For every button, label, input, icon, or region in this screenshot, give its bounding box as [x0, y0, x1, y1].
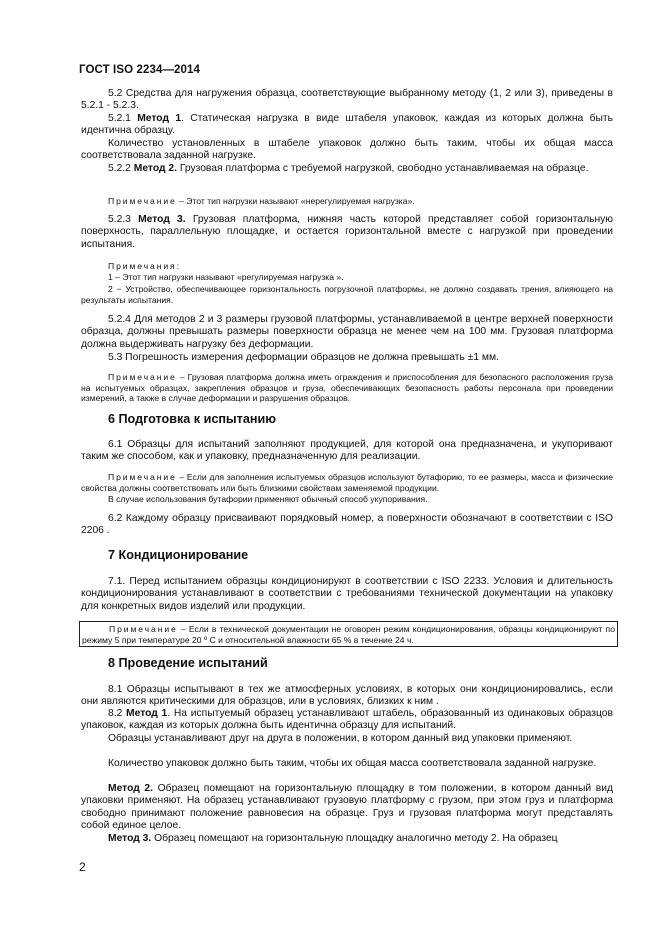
paragraph-6-1: 6.1 Образцы для испытаний заполняют продукцией, для которой она предназначена, и укупоривают таким же способом, как и упаковку, предназначенную для реализации. — [81, 439, 613, 463]
paragraph-text: Образец помещают на горизонтальную площадку аналогично методу 2. На образец — [151, 833, 558, 844]
notes-5-2-3-item-1: 1 – Этот тип нагрузки называют «регулируемая нагрузка ». — [108, 272, 344, 282]
section-heading-8: 8 Проведение испытаний — [108, 656, 268, 670]
paragraph-method-2 — [81, 783, 613, 833]
note-text: – Если в технической документации не оговорен режим кондиционирования, образцы кондиционируют по режиму 5 при температуре 20 º С и относительной влажности 65 % в течение 24 ч. — [82, 624, 615, 645]
method-label: Метод 1 — [137, 113, 182, 124]
paragraph-text: Образец помещают на горизонтальную площадку в том положении, в котором данный вид упаковки применяют. На образец устанавливают грузовую платформу с грузом, при этом груз и платформа свободно принимают положение равновесия на образце. Груз и грузовая платформа могут представлять собой единое целое. — [81, 783, 613, 832]
note-text: – Грузовая платформа должна иметь ограждения и приспособления для безопасного расположения груза на испытуемых образцах, закрепления образцов и груза, обеспечивающих безопасность работы персонала при проведении измерений, а также в случае деформации и разрушения образцов. — [81, 372, 613, 404]
method-label: Метод 1 — [126, 708, 168, 719]
section-heading-7: 7 Кондиционирование — [108, 548, 249, 562]
note-text: – Если для заполнения испытуемых образцов используют бутафорию, то ее размеры, масса и физические свойства должны соответствовать или быть близкими свойствам заменяемой продукции. — [81, 472, 613, 493]
note-5-2-2 — [81, 196, 613, 207]
note-label: Примечание — [109, 624, 178, 634]
note-7 — [82, 624, 615, 645]
note-label: Примечание — [108, 372, 177, 382]
paragraph-8-2-c: Количество упаковок должно быть таким, чтобы их общая масса соответствовала заданной нагрузке. — [108, 758, 597, 769]
section-heading-6: 6 Подготовка к испытанию — [108, 412, 276, 426]
paragraph-7-1: 7.1. Перед испытанием образцы кондиционируют в соответствии с ISO 2233. Условия и длительность кондиционирования устанавливают в соответствии с требованиями технической документации на упаковку для конкретных видов изделий или продукции. — [81, 576, 613, 612]
paragraph-5-2: 5.2 Средства для нагружения образца, соответствующие выбранному методу (1, 2 или 3), приведены в 5.2.1 - 5.2.3. — [81, 88, 613, 112]
clause-number: 5.2.2 — [108, 163, 134, 174]
clause-number: 8.2 — [108, 708, 127, 719]
note-6-b: В случае использования бутафории применяют обычный способ укупоривания. — [108, 494, 428, 504]
notes-label: Примечания: — [108, 261, 181, 271]
method-label: Метод 3. — [138, 214, 186, 225]
clause-number: 5.2.1 — [108, 113, 138, 124]
paragraph-5-2-2 — [81, 163, 613, 175]
paragraph-text: . Статическая нагрузка в виде штабеля упаковок, каждая из которых должна быть идентична образцу. — [81, 113, 613, 137]
page-number: 2 — [79, 860, 86, 874]
paragraph-6-2: 6.2 Каждому образцу присваивают порядковый номер, а поверхности обозначают в соответствии с ISO 2206 . — [81, 513, 613, 537]
note-label: Примечание — [108, 472, 177, 482]
paragraph-5-2-1 — [81, 113, 613, 138]
paragraph-text: Грузовая платформа, нижняя часть которой представляет собой горизонтальную поверхность, параллельную площадке, и остается горизонтальной вместе с нагрузкой при проведении испытания. — [81, 214, 613, 250]
method-label: Метод 2. — [133, 163, 177, 174]
paragraph-5-3: 5.3 Погрешность измерения деформации образцов не должна превышать ±1 мм. — [108, 352, 499, 363]
paragraph-8-2-b: Образцы устанавливают друг на друга в положении, в котором данный вид упаковки применяют. — [108, 733, 573, 744]
method-label: Метод 2. — [108, 783, 154, 794]
note-text: – Этот тип нагрузки называют «нерегулируемая нагрузка». — [176, 196, 415, 206]
paragraph-text: Грузовая платформа с требуемой нагрузкой, свободно устанавливаемая на образце. — [176, 163, 589, 174]
paragraph-5-2-3 — [81, 214, 613, 251]
notes-5-2-3-label — [81, 261, 613, 272]
note-7-box — [79, 621, 618, 647]
notes-5-2-3-item-2: 2 − Устройство, обеспечивающее горизонтальность погрузочной платформы, не должно создавать трения, влияющего на результаты испытания. — [81, 284, 613, 305]
paragraph-5-2-4: 5.2.4 Для методов 2 и 3 размеры грузовой платформы, устанавливаемой в центре верхней поверхности образца, должны превышать размеры поверхности образца не менее чем на 100 мм. Грузовая платформа должна выдерживать нагрузку без деформации. — [81, 314, 613, 350]
method-label: Метод 3. — [108, 833, 152, 844]
paragraph-8-2 — [81, 708, 613, 733]
paragraph-text: . На испытуемый образец устанавливают штабель, образованный из одинаковых образцов упаковок, каждая из которых должна быть идентична образцу для испытаний. — [81, 708, 613, 732]
note-label: Примечание — [108, 196, 177, 206]
note-6 — [81, 472, 613, 493]
note-5-3 — [81, 372, 613, 404]
clause-number: 5.2.3 — [108, 214, 139, 225]
paragraph-8-1: 8.1 Образцы испытывают в тех же атмосферных условиях, в которых они кондиционировались, если они являются критическими для образцов, или в условиях, близких к ним . — [81, 684, 613, 708]
paragraph-5-2-1-b: Количество установленных в штабеле упаковок должно быть таким, чтобы их общая масса соответствовала заданной нагрузке. — [81, 138, 613, 162]
paragraph-method-3 — [81, 833, 613, 845]
page-header: ГОСТ ISO 2234—2014 — [79, 64, 201, 76]
